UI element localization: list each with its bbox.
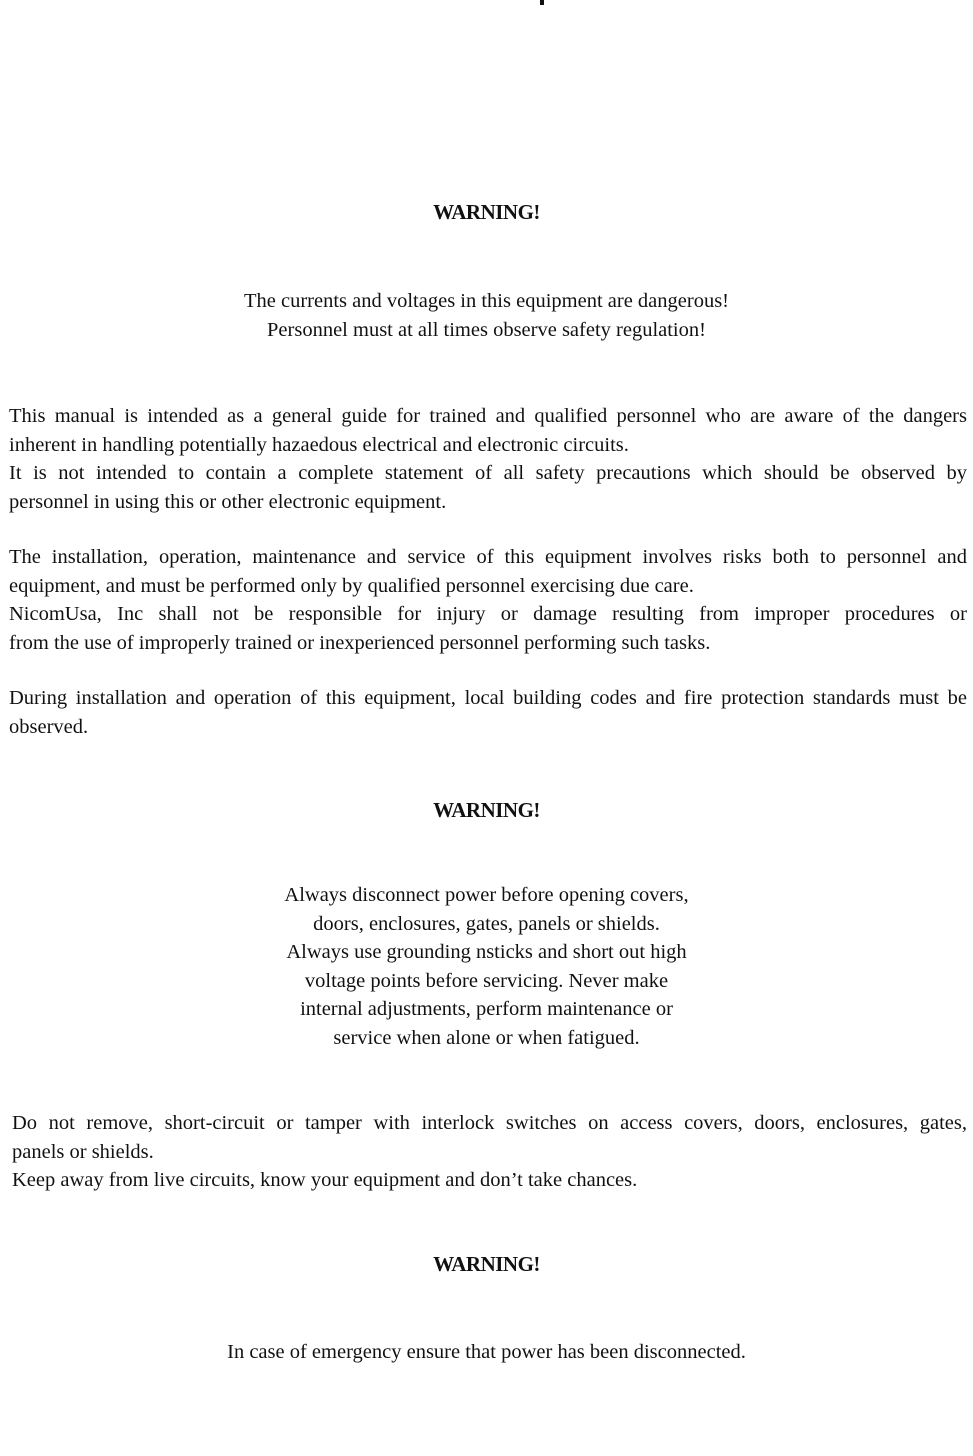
- paragraph-installation-risks: [9, 543, 967, 657]
- paragraph-manual-purpose: [9, 402, 967, 516]
- para3-line-2: observed.: [9, 715, 89, 738]
- para1-line-4: personnel in using this or other electronic equipment.: [9, 490, 447, 513]
- para4-line-3: Keep away from live circuits, know your equipment and don’t take chances.: [12, 1169, 638, 1191]
- caution-line-6: service when alone or when fatigued.: [333, 1026, 640, 1049]
- para2-line-3: NicomUsa, Inc shall not be responsible for injury or damage resulting from improper procedures or: [9, 603, 967, 625]
- warning-heading-2: WARNING!: [433, 798, 540, 822]
- caution-line-5: internal adjustments, perform maintenance or: [300, 998, 673, 1020]
- para1-line-3: It is not intended to contain a complete statement of all safety precautions which should be observed by: [9, 462, 967, 484]
- para4-line-1: Do not remove, short-circuit or tamper with interlock switches on access covers, doors, enclosures, gates,: [12, 1112, 967, 1134]
- warning-heading-3: WARNING!: [433, 1252, 540, 1276]
- intro-line-2: Personnel must at all times observe safety regulation!: [267, 318, 706, 341]
- para2-line-2: equipment, and must be performed only by qualified personnel exercising due care.: [9, 574, 694, 597]
- para1-line-2: inherent in handling potentially hazaedous electrical and electronic circuits.: [9, 433, 629, 456]
- intro-line-1: The currents and voltages in this equipment are dangerous!: [243, 290, 729, 312]
- page-top-mark: [540, 0, 544, 5]
- para3-line-1: During installation and operation of this equipment, local building codes and fire protection standards must be: [9, 687, 967, 709]
- caution-block: [0, 881, 973, 1052]
- caution-line-2: doors, enclosures, gates, panels or shields.: [313, 912, 660, 935]
- paragraph-interlock: [12, 1109, 967, 1195]
- para2-line-4: from the use of improperly trained or inexperienced personnel performing such tasks.: [9, 631, 711, 654]
- caution-line-3: Always use grounding nsticks and short out high: [286, 941, 687, 963]
- emergency-line-1: In case of emergency ensure that power has been disconnected.: [227, 1341, 746, 1363]
- para4-line-2: panels or shields.: [12, 1140, 154, 1163]
- para1-line-1: This manual is intended as a general guide for trained and qualified personnel who are aware of the dangers: [9, 405, 967, 427]
- caution-line-4: voltage points before servicing. Never make: [304, 969, 669, 992]
- emergency-block: [0, 1338, 973, 1367]
- paragraph-building-codes: [9, 684, 967, 741]
- caution-line-1: Always disconnect power before opening covers,: [284, 884, 689, 906]
- para2-line-1: The installation, operation, maintenance and service of this equipment involves risks both to personnel and: [9, 546, 967, 568]
- warning-heading-1: WARNING!: [433, 200, 540, 224]
- intro-block: [0, 287, 973, 344]
